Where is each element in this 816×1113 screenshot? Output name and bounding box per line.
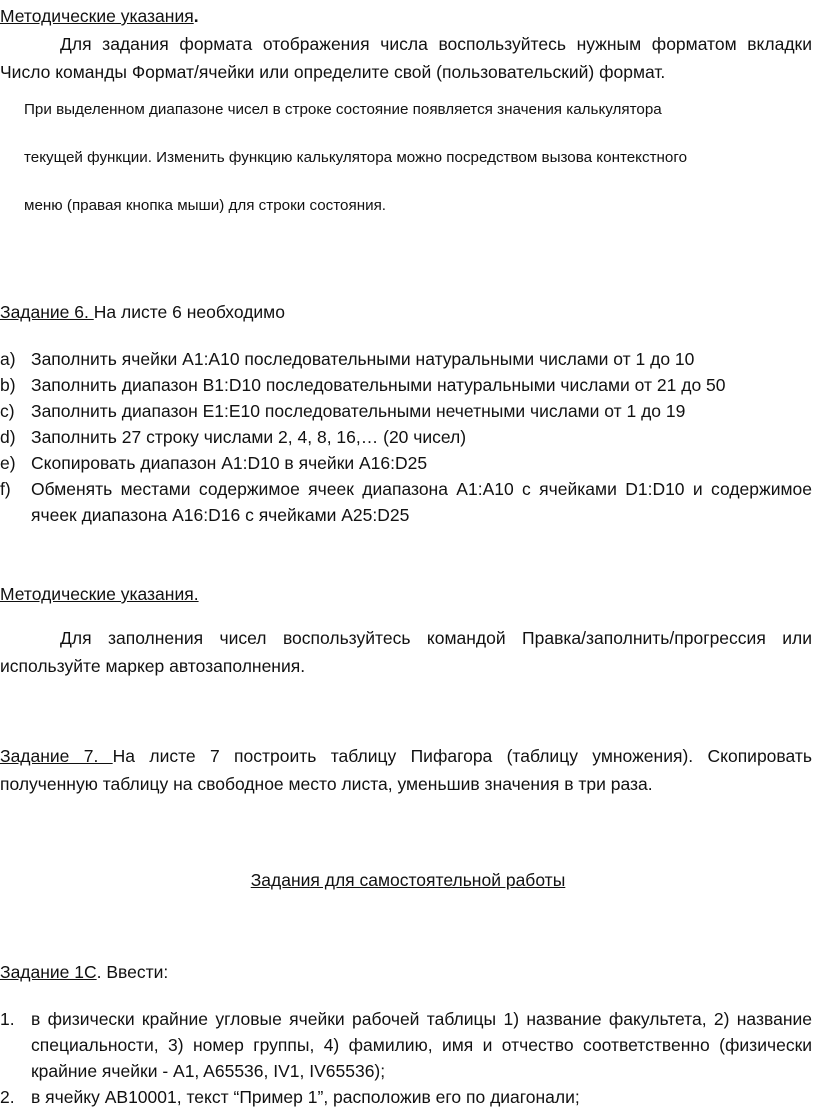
fill-instruction-paragraph: Для заполнения чисел воспользуйтесь командой Правка/заполнить/прогрессия или используйте маркер автозаполнения. bbox=[0, 628, 812, 676]
list-item: b) Заполнить диапазон B1:D10 последовательными натуральными числами от 21 до 50 bbox=[0, 375, 726, 395]
list-item: e) Скопировать диапазон A1:D10 в ячейки A16:D25 bbox=[0, 453, 428, 473]
format-instruction-paragraph: Для задания формата отображения числа воспользуйтесь нужным форматом вкладки Число команды Формат/ячейки или определите свой (пользовательский) формат. bbox=[0, 34, 812, 82]
methodical-heading-2: Методические указания. bbox=[0, 584, 199, 604]
list-item: f) Обменять местами содержимое ячеек диапазона A1:A10 с ячейками D1:D10 и содержимое ячеек диапазона A16:D16 с ячейками A25:D25 bbox=[0, 479, 812, 525]
self-work-title: Задания для самостоятельной работы bbox=[250, 870, 566, 890]
status-bar-note-line-3: меню (правая кнопка мыши) для строки состояния. bbox=[24, 197, 387, 214]
list-item: c) Заполнить диапазон E1:E10 последовательными нечетными числами от 1 до 19 bbox=[0, 401, 686, 421]
list-item: 2. в ячейку AB10001, текст “Пример 1”, расположив его по диагонали; bbox=[0, 1087, 580, 1107]
task6-heading: Задание 6. На листе 6 необходимо bbox=[0, 302, 285, 322]
status-bar-note-line-1: При выделенном диапазоне чисел в строке состояние появляется значения калькулятора bbox=[24, 101, 662, 118]
status-bar-note-line-2: текущей функции. Изменить функцию калькулятора можно посредством вызова контекстного bbox=[24, 149, 688, 166]
task6-list bbox=[0, 346, 812, 528]
list-item: 1. в физически крайние угловые ячейки рабочей таблицы 1) название факультета, 2) название специальности, 3) номер группы, 4) фамилию, имя и отчество соответственно (физически крайние ячейки - A1, A65536, IV1, IV65536); bbox=[0, 1009, 812, 1081]
list-item: d) Заполнить 27 строку числами 2, 4, 8, 16,… (20 чисел) bbox=[0, 427, 467, 447]
methodical-heading-1: Методические указания. bbox=[0, 6, 199, 26]
task7-paragraph: Задание 7. На листе 7 построить таблицу Пифагора (таблицу умножения). Скопировать полученную таблицу на свободное место листа, уменьшив значения в три раза. bbox=[0, 746, 812, 794]
task1c-list bbox=[0, 1006, 812, 1110]
task1c-heading: Задание 1С. Ввести: bbox=[0, 962, 169, 982]
list-item: a) Заполнить ячейки A1:A10 последовательными натуральными числами от 1 до 10 bbox=[0, 349, 695, 369]
